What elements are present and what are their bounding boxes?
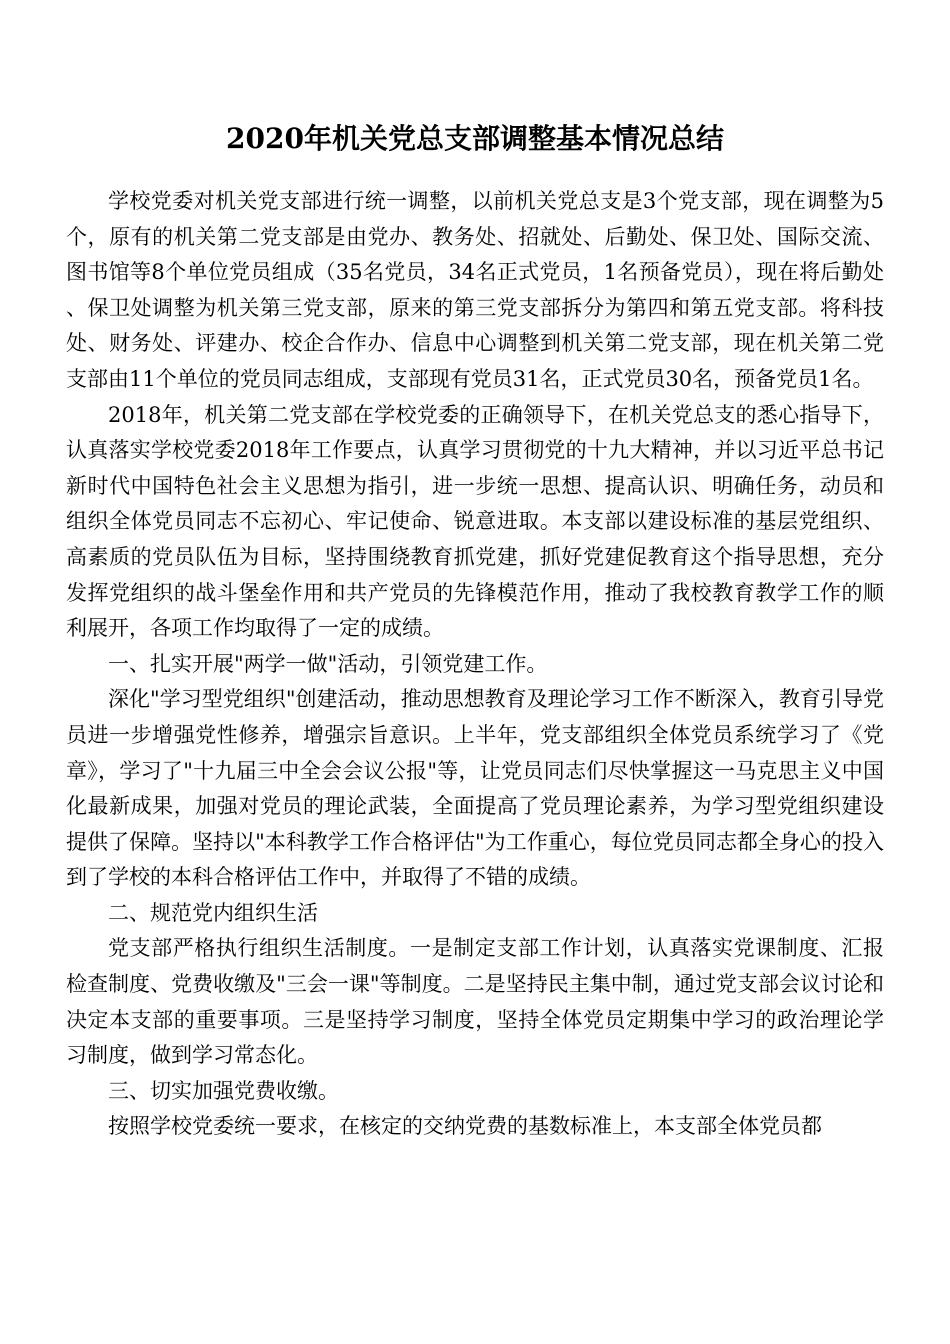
section-heading-2: 二、规范党内组织生活 (108, 900, 318, 925)
section-heading-3: 三、切实加强党费收缴。 (108, 1078, 339, 1103)
paragraph-learning-organization: 深化"学习型党组织"创建活动，推动思想教育及理论学习工作不断深入，教育引导党员进一步增强党性修养，增强宗旨意识。上半年，党支部组织全体党员系统学习了《党章》，学习了"十九届三中全会会议公报"等，让党员同志们尽快掌握这一马克思主义中国化最新成果，加强对党员的理论武装，全面提高了党员理论素养，为学习型党组织建设提供了保障。坚持以"本科教学工作合格评估"为工作重心，每位党员同志都全身心的投入到了学校的本科合格评估工作中，并取得了不错的成绩。 (66, 687, 884, 890)
paragraph-organization-life: 党支部严格执行组织生活制度。一是制定支部工作计划，认真落实党课制度、汇报检查制度、党费收缴及"三会一课"等制度。二是坚持民主集中制，通过党支部会议讨论和决定本支部的重要事项。三是坚持学习制度，坚持全体党员定期集中学习的政治理论学习制度，做到学习常态化。 (66, 936, 884, 1068)
paragraph-party-dues: 按照学校党委统一要求，在核定的交纳党费的基数标准上，本支部全体党员都 (108, 1114, 822, 1139)
section-heading-1: 一、扎实开展"两学一做"活动，引领党建工作。 (108, 651, 548, 676)
paragraph-intro-adjustment: 学校党委对机关党支部进行统一调整，以前机关党总支是3个党支部，现在调整为5个，原有的机关第二党支部是由党办、教务处、招就处、后勤处、保卫处、国际交流、图书馆等8个单位党员组成（35名党员，34名正式党员，1名预备党员），现在将后勤处、保卫处调整为机关第三党支部，原来的第三党支部拆分为第四和第五党支部。将科技处、财务处、评建办、校企合作办、信息中心调整到机关第二党支部，现在机关第二党支部由11个单位的党员同志组成，支部现有党员31名，正式党员30名，预备党员1名。 (66, 189, 884, 391)
document-body (66, 184, 884, 1145)
paragraph-2018-overview: 2018年，机关第二党支部在学校党委的正确领导下，在机关党总支的悉心指导下，认真落实学校党委2018年工作要点，认真学习贯彻党的十九大精神，并以习近平总书记新时代中国特色社会主义思想为指引，进一步统一思想、提高认识、明确任务，动员和组织全体党员同志不忘初心、牢记使命、锐意进取。本支部以建设标准的基层党组织、高素质的党员队伍为目标，坚持围绕教育抓党建，抓好党建促教育这个指导思想，充分发挥党组织的战斗堡垒作用和共产党员的先锋模范作用，推动了我校教育教学工作的顺利展开，各项工作均取得了一定的成绩。 (66, 402, 884, 641)
document-title: 2020年机关党总支部调整基本情况总结 (226, 121, 724, 155)
